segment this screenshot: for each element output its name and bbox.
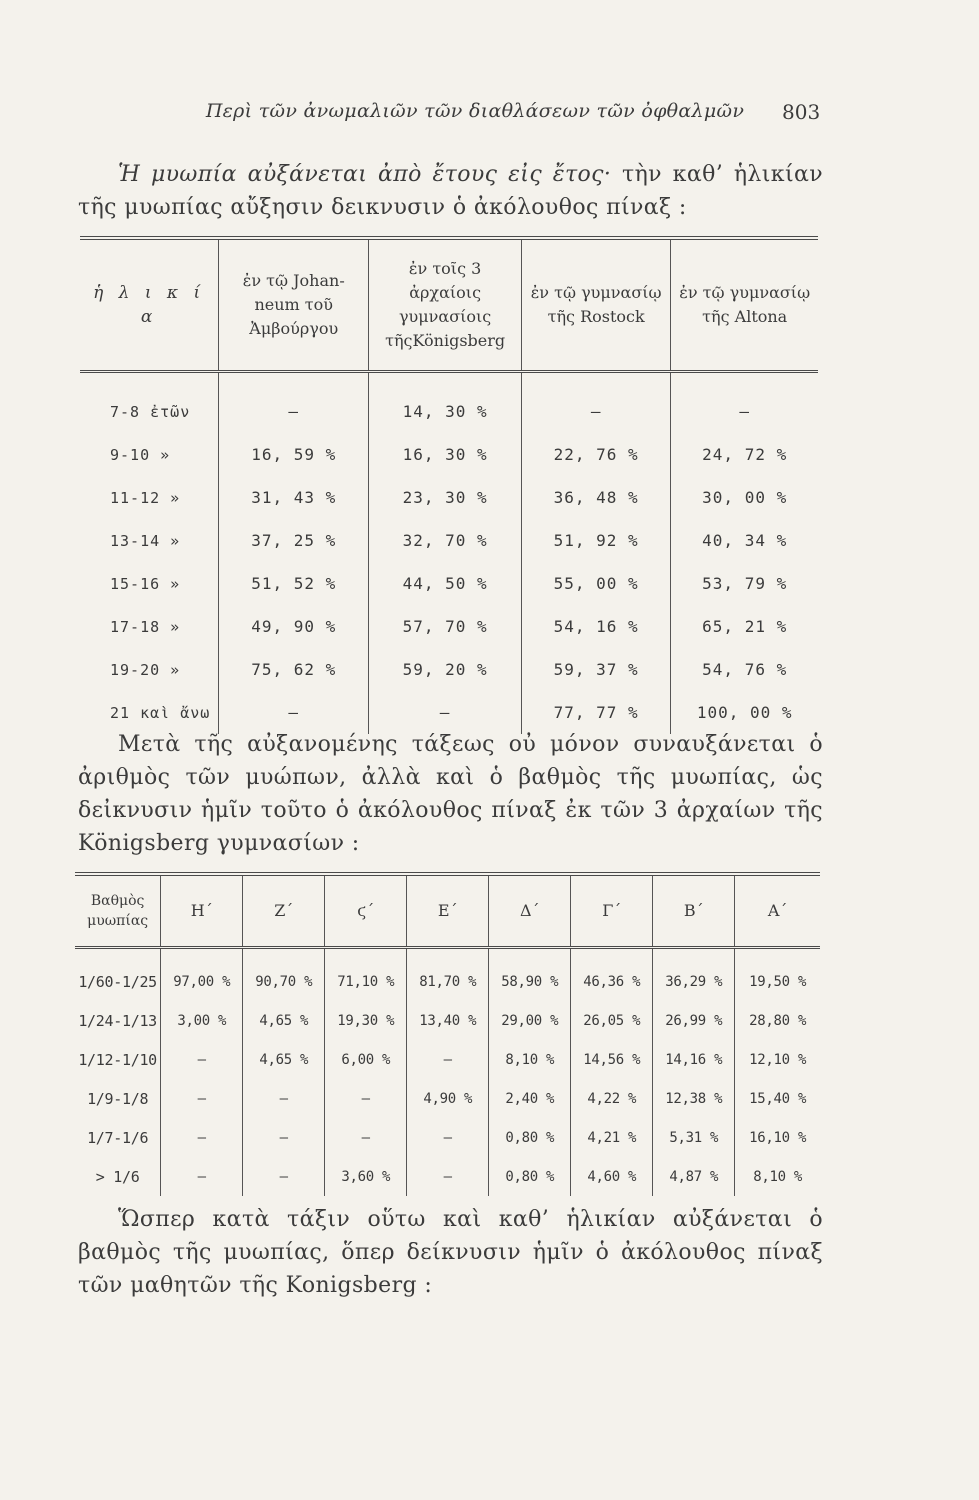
table2-cell: 5,31 % bbox=[653, 1118, 735, 1157]
table1-cell: 9-10 » bbox=[110, 445, 171, 464]
table1-cell: 49, 90 % bbox=[219, 605, 369, 648]
table1-header-konigsberg: ἐν τοῖς 3 ἀρχαίοις γυμνασίοις τῆςKönigsberg bbox=[369, 238, 522, 372]
table2-header-row bbox=[75, 874, 820, 948]
table2-cell: 0,80 % bbox=[489, 1118, 571, 1157]
table2-row bbox=[75, 948, 820, 1002]
table2-cell: 81,70 % bbox=[407, 948, 489, 1002]
table2-cell: 14,56 % bbox=[571, 1040, 653, 1079]
table1-cell: 51, 92 % bbox=[521, 519, 670, 562]
table2-cell: 12,38 % bbox=[653, 1079, 735, 1118]
table2-cell: 1/7-1/6 bbox=[87, 1128, 149, 1147]
table2-cell: 4,65 % bbox=[243, 1040, 325, 1079]
table2-cell: 0,80 % bbox=[489, 1157, 571, 1196]
table1-header-altona: ἐν τῷ γυμνασίῳ τῆς Altona bbox=[671, 238, 818, 372]
table2-header-class: Γ΄ bbox=[571, 874, 653, 948]
table2-cell: 4,90 % bbox=[407, 1079, 489, 1118]
table1-cell: 13-14 » bbox=[110, 531, 181, 550]
table2-header-class: Η΄ bbox=[161, 874, 243, 948]
table2-header-class: Ε΄ bbox=[407, 874, 489, 948]
table2-cell: 16,10 % bbox=[735, 1118, 820, 1157]
table1-cell: 14, 30 % bbox=[369, 372, 522, 434]
table1-cell: 21 καὶ ἄνω bbox=[110, 703, 211, 722]
table1-row bbox=[80, 433, 818, 476]
table2-cell: 4,87 % bbox=[653, 1157, 735, 1196]
table2-cell: 71,10 % bbox=[325, 948, 407, 1002]
table2-cell: 3,60 % bbox=[325, 1157, 407, 1196]
table2-row bbox=[75, 1157, 820, 1196]
table1-cell: 77, 77 % bbox=[521, 691, 670, 734]
table1-cell: 37, 25 % bbox=[219, 519, 369, 562]
table2-cell: 4,65 % bbox=[243, 1001, 325, 1040]
table1-cell: — bbox=[219, 691, 369, 734]
table2-cell: — bbox=[161, 1157, 243, 1196]
table2-cell: — bbox=[243, 1157, 325, 1196]
table2-cell: — bbox=[161, 1118, 243, 1157]
table2-cell: 97,00 % bbox=[161, 948, 243, 1002]
table1-cell: 16, 59 % bbox=[219, 433, 369, 476]
table1-cell: 51, 52 % bbox=[219, 562, 369, 605]
third-paragraph bbox=[78, 1203, 823, 1302]
table1-cell: 30, 00 % bbox=[671, 476, 818, 519]
table2-cell: 28,80 % bbox=[735, 1001, 820, 1040]
table2-header-class: Β΄ bbox=[653, 874, 735, 948]
table2-cell: 26,05 % bbox=[571, 1001, 653, 1040]
page-number: 803 bbox=[782, 100, 821, 124]
table2-cell: 26,99 % bbox=[653, 1001, 735, 1040]
table2-cell: 46,36 % bbox=[571, 948, 653, 1002]
table1-cell: 19-20 » bbox=[110, 660, 181, 679]
table2-cell: 4,21 % bbox=[571, 1118, 653, 1157]
table1-cell: 17-18 » bbox=[110, 617, 181, 636]
table2-cell: 8,10 % bbox=[489, 1040, 571, 1079]
intro-italic-text: Ἡ μυωπία αὐξάνεται ἀπὸ ἔτους εἰς ἔτος· bbox=[118, 162, 612, 187]
table1-cell: 59, 37 % bbox=[521, 648, 670, 691]
table2-cell: 90,70 % bbox=[243, 948, 325, 1002]
table1-cell: 55, 00 % bbox=[521, 562, 670, 605]
table1-cell: 44, 50 % bbox=[369, 562, 522, 605]
table2-cell: — bbox=[325, 1118, 407, 1157]
table2-cell: 19,30 % bbox=[325, 1001, 407, 1040]
table2-cell: 14,16 % bbox=[653, 1040, 735, 1079]
table2-header-class: Α΄ bbox=[735, 874, 820, 948]
table2-cell: 36,29 % bbox=[653, 948, 735, 1002]
table1-cell: 100, 00 % bbox=[671, 691, 818, 734]
table2-cell: 13,40 % bbox=[407, 1001, 489, 1040]
table1-header-johanneum: ἐν τῷ Johan-neum τοῦ Ἀμβούργου bbox=[219, 238, 369, 372]
table2-cell: 4,22 % bbox=[571, 1079, 653, 1118]
table2-cell: 15,40 % bbox=[735, 1079, 820, 1118]
table1-header-rostock: ἐν τῷ γυμνασίῳ τῆς Rostock bbox=[521, 238, 670, 372]
table2-row bbox=[75, 1040, 820, 1079]
table1-cell: 53, 79 % bbox=[671, 562, 818, 605]
table1-cell: 15-16 » bbox=[110, 574, 181, 593]
table1-cell: 31, 43 % bbox=[219, 476, 369, 519]
table1-cell: — bbox=[219, 372, 369, 434]
running-title: Περὶ τῶν ἀνωμαλιῶν τῶν διαθλάσεων τῶν ὀφθαλμῶν bbox=[205, 100, 745, 122]
intro-rest-text: τὴν καθ’ ἡλικίαν τῆς μυωπίας αὔξησιν δεικνυσιν ὁ ἀκόλουθος πίναξ : bbox=[78, 162, 823, 220]
table2-cell: — bbox=[243, 1079, 325, 1118]
table1-cell: 23, 30 % bbox=[369, 476, 522, 519]
table1-cell: 16, 30 % bbox=[369, 433, 522, 476]
table1-row bbox=[80, 476, 818, 519]
table2-header-class: ϛ΄ bbox=[325, 874, 407, 948]
table1-cell: — bbox=[521, 372, 670, 434]
table1-cell: 59, 20 % bbox=[369, 648, 522, 691]
myopia-degree-by-class-table bbox=[75, 872, 820, 1196]
table2-cell: 3,00 % bbox=[161, 1001, 243, 1040]
table1-header-age: ἡ λ ι κ ί α bbox=[80, 238, 219, 372]
table1-cell: 11-12 » bbox=[110, 488, 181, 507]
table2-cell: 1/9-1/8 bbox=[87, 1089, 149, 1108]
table1-cell: 7-8 ἐτῶν bbox=[110, 402, 191, 421]
table1-cell: 65, 21 % bbox=[671, 605, 818, 648]
table1-row bbox=[80, 562, 818, 605]
table2-cell: — bbox=[161, 1040, 243, 1079]
table2-cell: 1/12-1/10 bbox=[78, 1050, 157, 1069]
second-paragraph-text: Μετὰ τῆς αὐξανομένης τάξεως οὐ μόνον συναυξάνεται ὁ ἀριθμὸς τῶν μυώπων, ἀλλὰ καὶ ὁ βαθμὸς τῆς μυωπίας, ὡς δεἰκνυσιν ἡμῖν τοῦτο ὁ ἀκόλουθος πίναξ ἐκ τῶν 3 ἀρχαίων τῆς Königsberg γυμνασίων : bbox=[78, 732, 823, 856]
table2-cell: 8,10 % bbox=[735, 1157, 820, 1196]
table2-cell: — bbox=[407, 1040, 489, 1079]
table1-cell: 22, 76 % bbox=[521, 433, 670, 476]
table2-header-class: Δ΄ bbox=[489, 874, 571, 948]
table2-cell: 29,00 % bbox=[489, 1001, 571, 1040]
table1-cell: 54, 16 % bbox=[521, 605, 670, 648]
table2-cell: 4,60 % bbox=[571, 1157, 653, 1196]
table1-cell: 40, 34 % bbox=[671, 519, 818, 562]
table2-cell: > 1/6 bbox=[95, 1167, 140, 1186]
table2-header-degree: Βαθμὸς μυωπίας bbox=[75, 874, 161, 948]
table2-row bbox=[75, 1079, 820, 1118]
table1-cell: — bbox=[369, 691, 522, 734]
table1-cell: 36, 48 % bbox=[521, 476, 670, 519]
table1-row bbox=[80, 519, 818, 562]
table1-row bbox=[80, 372, 818, 434]
table2-row bbox=[75, 1118, 820, 1157]
table2-cell: 1/60-1/25 bbox=[78, 972, 157, 991]
table1-cell: 24, 72 % bbox=[671, 433, 818, 476]
table1-cell: 57, 70 % bbox=[369, 605, 522, 648]
table2-cell: 1/24-1/13 bbox=[78, 1011, 157, 1030]
second-paragraph bbox=[78, 728, 823, 860]
table2-cell: 12,10 % bbox=[735, 1040, 820, 1079]
intro-paragraph bbox=[78, 158, 823, 224]
table1-header-row bbox=[80, 238, 818, 372]
table2-cell: — bbox=[325, 1079, 407, 1118]
table1-cell: 75, 62 % bbox=[219, 648, 369, 691]
table2-cell: — bbox=[407, 1157, 489, 1196]
table2-cell: 2,40 % bbox=[489, 1079, 571, 1118]
table1-row bbox=[80, 648, 818, 691]
table2-cell: — bbox=[407, 1118, 489, 1157]
table2-cell: 19,50 % bbox=[735, 948, 820, 1002]
table1-cell: 32, 70 % bbox=[369, 519, 522, 562]
third-paragraph-text: Ὥσπερ κατὰ τάξιν οὕτω καὶ καθ’ ἡλικίαν αὐξάνεται ὁ βαθμὸς τῆς μυωπίας, ὅπερ δείκνυσιν ἡμῖν ὁ ἀκόλουθος πίναξ τῶν μαθητῶν τῆς Konigsberg : bbox=[78, 1207, 823, 1298]
table1-cell: — bbox=[671, 372, 818, 434]
table2-cell: 6,00 % bbox=[325, 1040, 407, 1079]
table2-row bbox=[75, 1001, 820, 1040]
table1-row bbox=[80, 605, 818, 648]
table2-header-class: Ζ΄ bbox=[243, 874, 325, 948]
table1-cell: 54, 76 % bbox=[671, 648, 818, 691]
table2-cell: — bbox=[243, 1118, 325, 1157]
myopia-by-age-table bbox=[80, 236, 818, 734]
table2-cell: — bbox=[161, 1079, 243, 1118]
table2-cell: 58,90 % bbox=[489, 948, 571, 1002]
